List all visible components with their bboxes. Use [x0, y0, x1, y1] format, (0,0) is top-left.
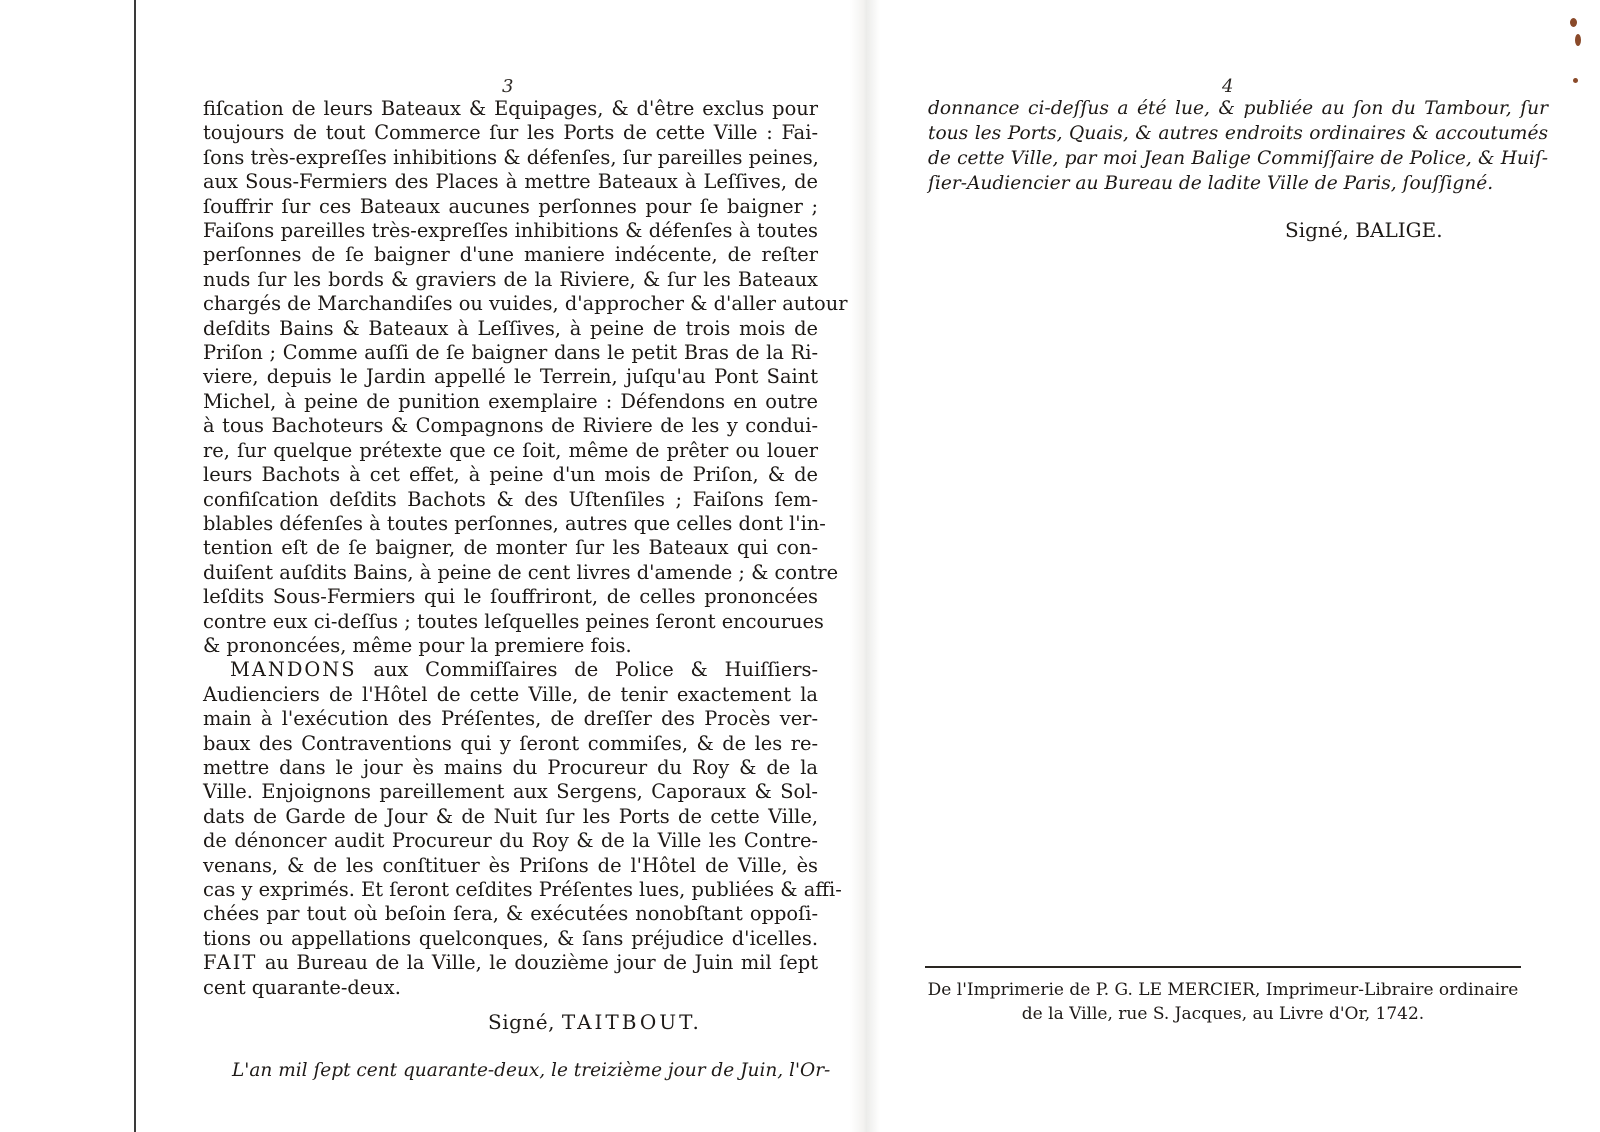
text-line: tous les Ports, Quais, & autres endroits ordinaires & accoutumés — [928, 123, 1548, 144]
text-line: Michel, à peine de punition exemplaire : Défendons en outre — [203, 389, 818, 413]
text-line: chargés de Marchandiſes ou vuides, d'approcher & d'aller autour — [203, 292, 848, 316]
text-line: nuds ſur les bords & graviers de la Riviere, & ſur les Bateaux — [203, 267, 818, 291]
mandons-line — [203, 658, 818, 682]
text-line: chées par tout où beſoin ſera, & exécutées nonobſtant oppoſi- — [203, 902, 818, 926]
text-line: de cette Ville, par moi Jean Balige Commiſſaire de Police, & Huiſ- — [928, 148, 1548, 169]
text-line: re, ſur quelque prétexte que ce ſoit, même de prêter ou louer — [203, 438, 818, 462]
imprint — [918, 978, 1528, 1026]
fait-word: FAIT — [203, 951, 258, 975]
fait-rest: au Bureau de la Ville, le douzième jour de Juin mil ſept — [264, 951, 818, 975]
signature-taitbout — [488, 1010, 702, 1034]
text-line: Audienciers de l'Hôtel de cette Ville, de tenir exactement la — [203, 682, 818, 706]
signature-name: TAITBOUT. — [561, 1010, 702, 1034]
text-line: toujours de tout Commerce ſur les Ports de cette Ville : Fai- — [203, 121, 818, 145]
text-line: tions ou appellations quelconques, & ſans préjudice d'icelles. — [203, 926, 818, 950]
page-number-right: 4 — [1222, 76, 1234, 97]
text-line: Faiſons pareilles très-expreſſes inhibitions & défenſes à toutes — [203, 219, 818, 243]
text-line: contre eux ci-deſſus ; toutes leſquelles peines ſeront encourues — [203, 609, 824, 633]
page-number-left: 3 — [502, 76, 514, 97]
text-line: deſdits Bains & Bateaux à Leſſives, à peine de trois mois de — [203, 316, 818, 340]
text-line: aux Sous-Fermiers des Places à mettre Bateaux à Leſſives, de — [203, 170, 818, 194]
text-line: cent quarante-deux. — [203, 975, 401, 999]
text-line: main à l'exécution des Préſentes, de dreſſer des Procès ver- — [203, 707, 818, 731]
text-line: fiſcation de leurs Bateaux & Equipages, & d'être exclus pour — [203, 97, 818, 120]
text-line: ſier-Audiencier au Bureau de ladite Ville de Paris, ſouſſigné. — [928, 173, 1494, 194]
text-line: mettre dans le jour ès mains du Procureur du Roy & de la — [203, 755, 818, 779]
text-line: blables défenſes à toutes perſonnes, autres que celles dont l'in- — [203, 511, 826, 535]
imprint-divider — [925, 966, 1521, 968]
left-page-body — [203, 97, 848, 1000]
text-line: venans, & de les conſtituer ès Priſons de l'Hôtel de Ville, ès — [203, 853, 818, 877]
text-line: tention eſt de ſe baigner, de monter ſur les Bateaux qui con- — [203, 536, 818, 560]
imprint-line: De l'Imprimerie de P. G. LE MERCIER, Imprimeur-Libraire ordinaire — [927, 980, 1519, 1000]
text-line: à tous Bachoteurs & Compagnons de Riviere de les y condui- — [203, 414, 818, 438]
right-page-body — [928, 96, 1548, 196]
signature-balige: Signé, BALIGE. — [1285, 218, 1443, 242]
text-line: donnance ci-deſſus a été lue, & publiée au ſon du Tambour, ſur — [928, 98, 1548, 119]
text-line: leurs Bachots à cet effet, à peine d'un mois de Priſon, & de — [203, 463, 818, 487]
text-line: perſonnes de ſe baigner d'une maniere indécente, de reſter — [203, 243, 818, 267]
text-line: Ville. Enjoignons pareillement aux Sergens, Caporaux & Sol- — [203, 780, 818, 804]
closing-line: L'an mil ſept cent quarante-deux, le treizième jour de Juin, l'Or- — [232, 1060, 831, 1081]
text-line: confiſcation deſdits Bachots & des Uſtenſiles ; Faiſons ſem- — [203, 487, 818, 511]
imprint-line: de la Ville, rue S. Jacques, au Livre d'Or, 1742. — [1021, 1004, 1425, 1024]
text-line: de dénoncer audit Procureur du Roy & de la Ville les Contre- — [203, 829, 818, 853]
fait-line — [203, 951, 818, 975]
text-line: ſons très-expreſſes inhibitions & défenſes, ſur pareilles peines, — [203, 145, 819, 169]
text-line: dats de Garde de Jour & de Nuit ſur les Ports de cette Ville, — [203, 804, 818, 828]
text-line: duiſent auſdits Bains, à peine de cent livres d'amende ; & contre — [203, 560, 839, 584]
signature-prefix: Signé, — [488, 1010, 555, 1034]
text-line: cas y exprimés. Et ſeront ceſdites Préſentes lues, publiées & affi- — [203, 878, 842, 901]
text-line: & prononcées, même pour la premiere fois. — [203, 633, 632, 657]
ink-spot — [1570, 18, 1577, 27]
page-edge — [0, 0, 136, 1132]
mandons-rest: aux Commiſſaires de Police & Huiſſiers- — [373, 658, 818, 682]
text-line: Priſon ; Comme auſſi de ſe baigner dans le petit Bras de la Ri- — [203, 341, 818, 365]
text-line: viere, depuis le Jardin appellé le Terrein, juſqu'au Pont Saint — [203, 365, 818, 389]
book-gutter — [850, 0, 880, 1132]
ink-spot — [1575, 34, 1581, 46]
text-line: baux des Contraventions qui y ſeront commiſes, & de les re- — [203, 731, 818, 755]
mandons-word: MANDONS — [230, 658, 357, 682]
text-line: ſouffrir ſur ces Bateaux aucunes perſonnes pour ſe baigner ; — [203, 194, 818, 218]
ink-spot — [1573, 78, 1578, 83]
text-line: leſdits Sous-Fermiers qui le ſouffriront, de celles prononcées — [203, 585, 818, 609]
